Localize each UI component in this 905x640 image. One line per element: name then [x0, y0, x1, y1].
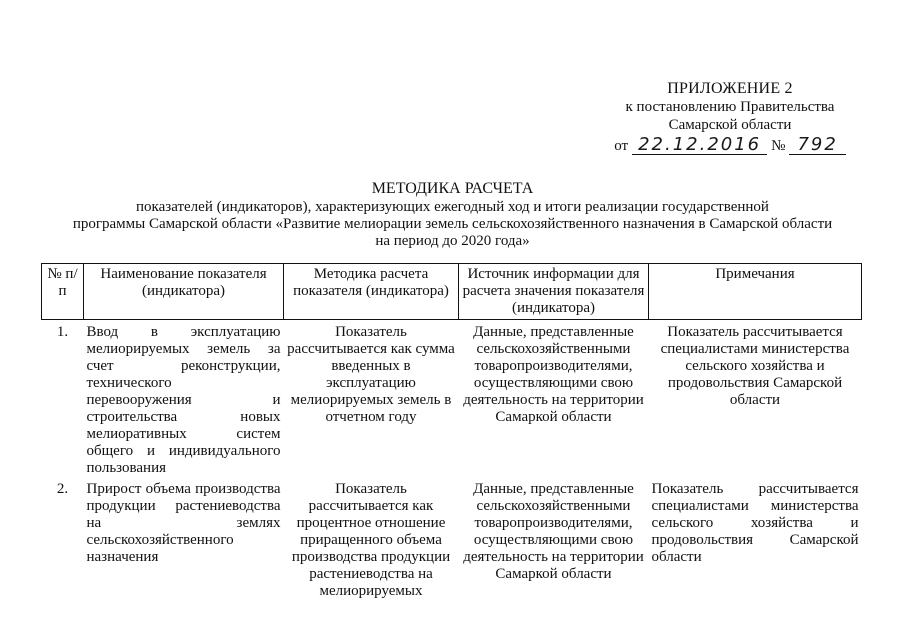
- header-name: Наименование показателя (индикатора): [84, 264, 284, 320]
- data-source: Данные, представленные сельскохозяйственными товаропроизводителями, осуществляющими свою деятельность на территории Самаркой области: [463, 324, 644, 425]
- appendix-date-number: [600, 136, 860, 155]
- subtitle-line: программы Самарской области «Развитие мелиорации земель сельскохозяйственного назначения в Самарской области: [72, 216, 833, 232]
- handwritten-date: 22.12.2016: [632, 136, 767, 155]
- appendix-title: ПРИЛОЖЕНИЕ 2: [667, 80, 793, 97]
- data-source: Данные, представленные сельскохозяйственными товаропроизводителями, осуществляющими свою деятельность на территории Самаркой области: [463, 481, 644, 582]
- note: Показатель рассчитывается специалистами министерства сельского хозяйства и продовольствия Самарской области: [660, 324, 850, 408]
- handwritten-number: 792: [789, 136, 845, 155]
- indicator-name: Прирост объема производства продукции растениеводства на землях сельскохозяйственного назначения: [86, 481, 281, 565]
- row-number: 1.: [56, 324, 69, 340]
- appendix-decree-line: к постановлению Правительства: [625, 99, 835, 115]
- appendix-block: [600, 80, 860, 155]
- note: Показатель рассчитывается специалистами министерства сельского хозяйства и продовольствия Самарской области: [651, 481, 859, 565]
- document-subtitle: [50, 199, 855, 250]
- indicator-name: Ввод в эксплуатацию мелиорируемых земель за счет реконструкции, технического перевооружения и строительства новых мелиоративных систем общего и индивидуального пользования: [86, 324, 281, 476]
- subtitle-line: показателей (индикаторов), характеризующих ежегодный ход и итоги реализации государственной: [136, 199, 769, 215]
- header-method: Методика расчета показателя (индикатора): [284, 264, 459, 320]
- number-prefix: №: [771, 138, 786, 154]
- calculation-method: Показатель рассчитывается как сумма введенных в эксплуатацию мелиорируемых земель в отчетном году: [287, 324, 455, 425]
- header-notes: Примечания: [649, 264, 862, 320]
- appendix-region-line: Самарской области: [668, 117, 792, 133]
- header-source: Источник информации для расчета значения показателя (индикатора): [459, 264, 649, 320]
- table-header-row: [42, 264, 862, 320]
- date-prefix: от: [614, 138, 629, 154]
- calculation-method: Показатель рассчитывается как процентное отношение приращенного объема производства продукции растениеводства на мелиорируемых: [291, 481, 451, 599]
- document-title: МЕТОДИКА РАСЧЕТА: [371, 180, 534, 197]
- subtitle-line: на период до 2020 года»: [375, 233, 530, 249]
- table-row: [42, 320, 862, 478]
- table-row: [42, 477, 862, 600]
- header-num: № п/п: [42, 264, 84, 320]
- methodology-table: [41, 263, 862, 600]
- row-number: 2.: [56, 481, 69, 497]
